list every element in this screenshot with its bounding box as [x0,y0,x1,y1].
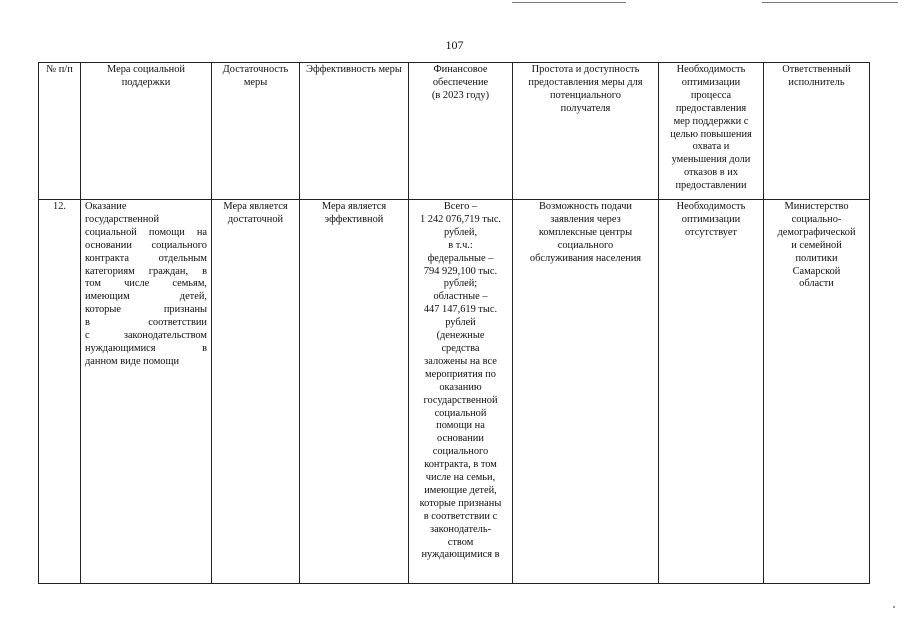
text-line: исполнитель [788,76,845,88]
header-accessibility [513,63,659,200]
top-rule-right [762,2,898,3]
text-line: социальной [434,407,487,419]
text-line: эффективной [324,213,384,225]
text-line: обеспечение [432,76,489,88]
text-line: Необходимость [676,201,746,212]
header-effectiveness: Эффективность меры [300,63,409,200]
text-line: рублей, [443,226,478,238]
text-line: в т.ч.: [448,239,473,251]
text-line: государственной [85,213,160,225]
text-line: целью повышения [670,128,752,140]
text-line: предоставлении [675,180,747,192]
row-number: 12. [39,200,81,584]
text-line: охвата и [692,141,730,153]
text-line: которые признаны [419,497,502,509]
text-line: (денежные [436,330,485,342]
text-line: области [799,278,834,290]
text-line: нуждающимися в [421,549,500,561]
text-line: социального [432,446,489,458]
text-line: данном виде помощи [85,355,180,367]
text-line: контракта, в том [424,459,497,471]
text-line: федеральные – [427,252,494,264]
text-line: областные – [433,291,488,303]
text-line: Оказание [85,201,127,212]
text-line: Мера является [321,201,387,212]
text-line: процесса [690,89,732,101]
text-line: с законодательством [85,330,207,342]
text-line: и семейной [791,239,842,251]
text-line: мер поддержки с [673,115,749,127]
text-line: рублей [445,317,476,329]
text-line: предоставления меры для [528,76,643,88]
table-row [39,200,870,584]
header-row [39,63,870,200]
text-line: потенциального [549,89,622,101]
text-line: контракта отдельным [85,252,207,264]
row-sufficiency [212,200,300,584]
header-number: № п/п [39,63,81,200]
text-line: социально- [791,213,842,225]
text-line: рублей; [443,278,478,290]
social-support-table [38,62,870,584]
text-line: социального [557,239,614,251]
text-line: в соответствии [85,317,207,329]
text-line: социальной помощи на [85,226,207,238]
text-line: демографической [777,226,856,238]
text-line: (в 2023 году) [431,89,490,101]
header-optimization [659,63,764,200]
header-sufficiency: Достаточность меры [212,63,300,200]
row-accessibility [513,200,659,584]
text-line: уменьшения доли [671,154,751,166]
text-line: Простота и доступность [531,64,640,75]
text-line: Ответственный [782,64,851,75]
text-line: политики [795,252,838,264]
text-line: предоставления [675,102,747,114]
text-line: Самарской [792,265,841,277]
text-line: законодатель- [429,523,492,535]
text-line: Всего – [443,201,478,212]
text-line: заявления через [550,213,621,225]
text-line: нуждающимися в [85,342,207,354]
text-line: оптимизации [681,213,741,225]
row-effectiveness [300,200,409,584]
row-measure [81,200,212,584]
text-line: которые признаны [85,304,207,316]
text-line: обслуживания населения [529,252,642,264]
text-line: 1 242 076,719 тыс. [419,213,502,225]
text-line: мероприятия по [425,368,496,380]
text-line: комплексные центры [538,226,633,238]
text-line: Министерство [784,201,849,212]
row-financing [409,200,513,584]
text-line: отказов в их [683,167,739,179]
text-line: помощи на [436,420,485,432]
text-line: 447 147,619 тыс. [423,304,498,316]
text-line: том числе семьям, [85,278,207,290]
text-line: имеющие детей, [424,484,497,496]
top-rule-left [512,2,626,3]
row-responsible [764,200,870,584]
text-line: в соответствии с [423,510,498,522]
page-number: 107 [445,38,464,52]
text-line: государственной [423,394,498,406]
scan-speck [893,606,895,608]
text-line: Финансовое [433,64,488,75]
text-line: оказанию [439,381,482,393]
text-line: ством [447,536,474,548]
text-line: категориям граждан, в [85,265,207,277]
text-line: основании социального [85,239,207,251]
text-line: оптимизации [681,76,741,88]
text-line: заложены на все [424,355,497,367]
text-line: отсутствует [685,226,737,238]
text-line: числе на семьи, [425,472,496,484]
header-measure: Мера социальной поддержки [81,63,212,200]
row-optimization [659,200,764,584]
text-line: Возможность подачи [538,201,632,212]
text-line: средства [441,342,480,354]
header-responsible [764,63,870,200]
text-line: Мера является [223,201,288,212]
text-line: Необходимость [676,64,746,75]
text-line: основании [437,433,484,445]
text-line: имеющим детей, [85,291,207,303]
text-line: 794 929,100 тыс. [423,265,498,277]
text-line: получателя [560,102,611,114]
header-financing [409,63,513,200]
text-line: достаточной [227,213,284,225]
